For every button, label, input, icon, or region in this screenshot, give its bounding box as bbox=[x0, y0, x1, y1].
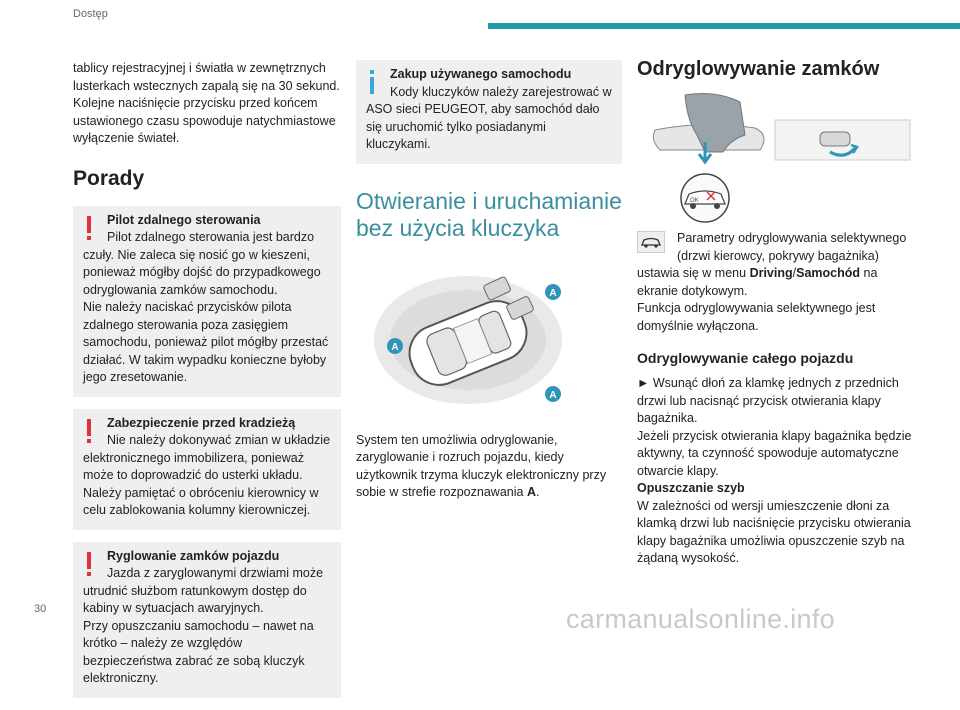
subheading-unlock-all: Odryglowywanie całego pojazdu bbox=[637, 350, 854, 366]
keyless-description bbox=[356, 432, 622, 502]
column-right bbox=[637, 56, 917, 568]
unlocking-illustration bbox=[645, 90, 915, 220]
warning-icon bbox=[87, 216, 91, 240]
column-middle bbox=[356, 60, 622, 502]
door-handle-image bbox=[645, 90, 915, 220]
car-settings-icon bbox=[637, 231, 665, 253]
info-icon bbox=[370, 70, 374, 94]
watermark: carmanualsonline.info bbox=[566, 604, 835, 634]
selective-unlock-note: Funkcja odryglowywania selektywnego jest domyślnie wyłączona. bbox=[637, 301, 876, 333]
info-first-line: Kody kluczyków należy zarejestrować w bbox=[390, 84, 612, 99]
zone-label: A bbox=[549, 389, 557, 401]
menu-car: Samochód bbox=[796, 266, 861, 280]
info-box bbox=[356, 60, 622, 164]
zone-label: A bbox=[391, 341, 399, 353]
section-heading-unlocking: Odryglowywanie zamków bbox=[637, 58, 880, 80]
warning-box bbox=[73, 409, 341, 530]
section-heading-keyless: Otwieranie i uruchamianie bez użycia kluczyka bbox=[356, 187, 622, 241]
menu-text-end: na ekranie dotykowym. bbox=[637, 266, 878, 298]
windows-title bbox=[637, 480, 917, 498]
selective-unlock-menu bbox=[637, 265, 917, 300]
menu-text: ustawia się w menu bbox=[637, 266, 750, 280]
warning-text: utrudnić służbom ratunkowym dostęp do kabiny w sytuacjach awaryjnych. Przy opuszczaniu samochodu – nawet na krótko – należy ze względów bezpieczeństwa zabrać ze sobą kluczyk elektroniczny. bbox=[83, 583, 314, 685]
warning-title: Ryglowanie zamków pojazdu bbox=[107, 548, 280, 563]
info-text: ASO sieci PEUGEOT, aby samochód dało się uruchomić tylko posiadanymi kluczykami. bbox=[366, 102, 600, 151]
warning-first-line: Pilot zdalnego sterowania jest bardzo bbox=[107, 230, 315, 244]
zone-label: A bbox=[549, 287, 557, 299]
keyless-text: System ten umożliwia odryglowanie, zaryglowanie i rozruch pojazdu, kiedy użytkownik trzyma kluczyk elektroniczny przy sobie w strefie rozpoznawania bbox=[356, 432, 607, 499]
section-heading-porady: Porady bbox=[73, 166, 145, 190]
warning-text: elektronicznego immobilizera, ponieważ może to doprowadzić do usterki układu. Należy pamiętać o obróceniu kierownicy w celu zablokowania kolumny kierowniczej. bbox=[83, 450, 319, 517]
intro-paragraph: tablicy rejestracyjnej i światła w zewnętrznych lusterkach wstecznych zapalą się na 30 sekund. Kolejne naciśnięcie przycisku przed końcem ustawionego czasu spowoduje natychmiastowe wyłączenie świateł. bbox=[73, 61, 340, 145]
keyless-zone-ref: A bbox=[526, 485, 536, 499]
warning-first-line: Nie należy dokonywać zmian w układzie bbox=[107, 433, 331, 447]
car-top-view-image bbox=[368, 268, 568, 418]
warning-box bbox=[73, 542, 341, 698]
warning-icon bbox=[87, 419, 91, 443]
header-accent-bar bbox=[488, 23, 960, 29]
menu-separator: / bbox=[792, 266, 797, 280]
info-title: Zakup używanego samochodu bbox=[390, 67, 572, 81]
unlock-step-note: Jeżeli przycisk otwierania klapy bagażnika będzie aktywny, ta czynność spowoduje automatyczne otwarcie klapy. bbox=[637, 428, 912, 478]
keyless-text-end: . bbox=[535, 485, 540, 499]
windows-title-text: Opuszczanie szyb bbox=[637, 481, 745, 495]
selective-unlock-line1: Parametry odryglowywania selektywnego bbox=[677, 231, 907, 245]
keyless-zone-illustration bbox=[368, 268, 568, 418]
unlock-step: ► Wsunąć dłoń za klamkę jednych z przednich drzwi lub nacisnąć przycisk otwierania klapy bagażnika. bbox=[637, 376, 899, 425]
warning-title: Zabezpieczenie przed kradzieżą bbox=[107, 415, 296, 430]
header-title: Dostęp bbox=[73, 8, 108, 20]
warning-first-line: Jazda z zaryglowanymi drzwiami może bbox=[107, 566, 324, 580]
warning-box bbox=[73, 206, 341, 397]
menu-driving: Driving bbox=[749, 266, 793, 280]
warning-icon bbox=[87, 552, 91, 576]
warning-text: czuły. Nie zaleca się nosić go w kieszeni, ponieważ mógłby dojść do przypadkowego odryglowania zamków samochodu. Nie należy naciskać przycisków pilota zdalnego sterowania poza zasięgiem samochodu, ponieważ pilot mógłby przestać działać. W takim wypadku konieczne byłoby jego zresetowanie. bbox=[83, 247, 329, 384]
ok-label: OK bbox=[690, 198, 699, 204]
page-number: 30 bbox=[34, 603, 47, 615]
windows-text: W zależności od wersji umieszczenie dłoni za klamką drzwi lub naciśnięcie przycisku otwierania klapy bagażnika umożliwia opuszczenie szyb na żądaną wysokość. bbox=[637, 498, 911, 565]
warning-title: Pilot zdalnego sterowania bbox=[107, 212, 261, 227]
column-left bbox=[73, 60, 341, 710]
selective-unlock-line2: (drzwi kierowcy, pokrywy bagażnika) bbox=[677, 248, 879, 263]
selective-unlock-block bbox=[637, 230, 917, 335]
